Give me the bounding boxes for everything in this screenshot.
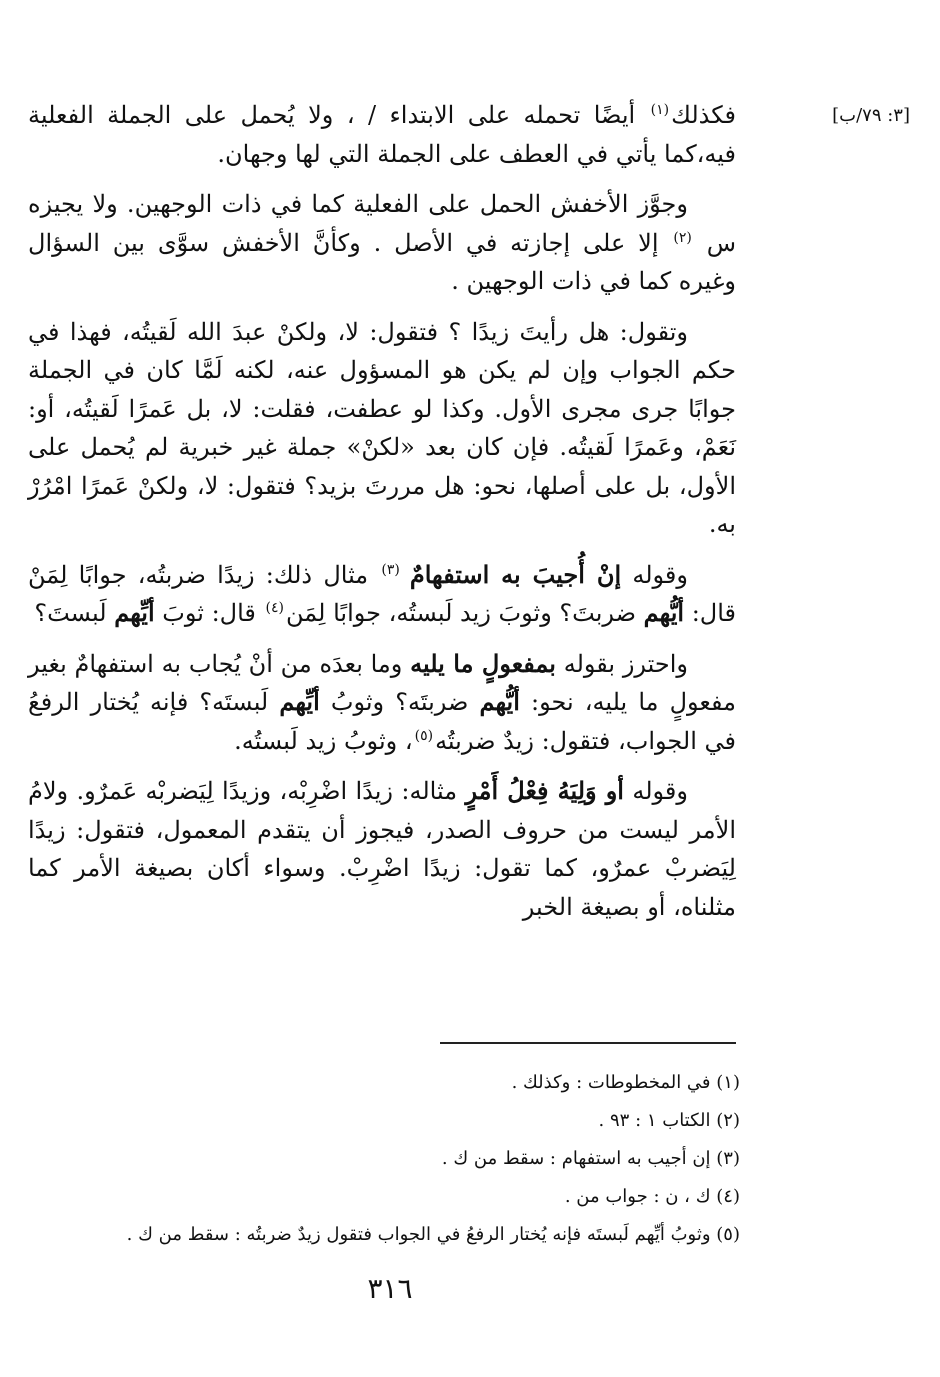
body-paragraph — [28, 185, 736, 301]
text-run: وجوَّز الأخفش الحمل على الفعلية كما في ذات الوجهين. ولا يجيزه س — [28, 190, 736, 257]
footnote-line: (٣) إن أجيب به استفهام : سقط من ك . — [441, 1148, 740, 1169]
footnote-divider — [440, 1042, 736, 1044]
footnote-marker: (٣) — [381, 561, 408, 578]
body-paragraph — [28, 772, 736, 926]
page-number: ٣١٦ — [367, 1272, 413, 1305]
text-run: إلا على إجازته في الأصل . وكأنَّ الأخفش سوَّى بين السؤال وغيره كما في ذات الوجهين . — [28, 228, 736, 295]
footnote-marker: (١) — [650, 102, 670, 118]
text-run: ، وثوبُ زيد لَبستُه. — [234, 726, 413, 755]
body-paragraph — [28, 556, 736, 633]
text-run: وقوله — [621, 560, 688, 589]
body-paragraph — [28, 313, 736, 544]
emphasized-phrase: أيُّهم — [643, 598, 685, 627]
footnote-line: (١) في المخطوطات : وكذلك . — [511, 1072, 740, 1093]
body-paragraph — [28, 645, 736, 761]
text-run: لَبستَ؟ — [34, 599, 115, 627]
emphasized-phrase: بمفعولٍ ما يليه — [410, 648, 556, 678]
text-run: مثاله: زيدًا اضْرِبْه، وزيدًا لِيَضربْه عَمرٌو. ولامُ الأمر ليست من حروف الصدر، فيجوز أن يتقدم المعمول، فتقول: زيدًا لِيَضربْ عمرٌو، كما تقول: زيدًا اضْرِبْ. وسواء أكان بصيغة الأمر كما مثلناه، أو بصيغة الخبر — [28, 777, 736, 921]
text-run: وما بعدَه من أنْ يُجاب به استفهامٌ بغير مفعولٍ ما يليه، نحو: — [28, 649, 737, 716]
main-text-column — [28, 96, 736, 938]
emphasized-phrase: أو وَلِيَهُ فِعْلُ أَمْرٍ — [465, 776, 624, 805]
footnote-marker: (٤) — [265, 600, 284, 616]
text-run: وقوله — [623, 777, 688, 805]
folio-marginal-reference: [٣: ٧٩/ب] — [832, 105, 910, 126]
text-run: وتقول: هل رأيتَ زيدًا ؟ فتقول: لا، ولكنْ عبدَ الله لَقيتُه، فهذا في حكم الجواب وإن لم يكن هو المسؤول عنه، لكنه لَمَّا كان في الجملة جوابًا جرى مجرى الأول. وكذا لو عطفت، فقلت: لا، بل عَمرًا لَقيتُه، أو: نَعَمْ، وعَمرًا لَقيتُه. فإن كان بعد «لكنْ» جملة غير خبرية لم يُحمل على الأول، بل على أصلها، نحو: هل مررتَ بزيد؟ فتقول: لا، ولكنْ عَمرًا امْرُرْ به. — [28, 317, 736, 538]
text-run: لَبستَه؟ فإنه يُختار الرفعُ في الجواب، فتقول: زيدٌ ضربتُه — [28, 688, 736, 755]
emphasized-phrase: أيِّهم — [114, 598, 155, 627]
emphasized-phrase: أيِّهم — [279, 687, 320, 716]
footnote-line: (٢) الكتاب ١ : ٩٣ . — [598, 1110, 740, 1131]
text-run: ضربتَ؟ وثوبَ زيد لَبستُه، جوابًا لِمَن — [285, 599, 644, 627]
text-run: أيضًا تحمله على الابتداء / ، ولا يُحمل على الجملة الفعلية فيه،كما يأتي في العطف على الجملة التي لها وجهان. — [28, 101, 736, 168]
footnote-marker: (٢) — [673, 229, 692, 246]
text-run: فكذلك — [671, 101, 736, 129]
text-run: مثال ذلك: زيدًا ضربتُه، جوابًا لِمَنْ قال: — [28, 560, 736, 627]
footnote-line: (٥) وثوبُ أيِّهم لَبستَه فإنه يُختار الرفعُ في الجواب فتقول زيدٌ ضربتُه : سقط من ك . — [126, 1224, 740, 1245]
text-run: قال: ثوبَ — [154, 599, 264, 627]
footnote-marker: (٥) — [414, 727, 434, 744]
text-run: ضربتَه؟ وثوبُ — [319, 688, 480, 716]
text-run: واحترز بقوله — [556, 649, 688, 678]
body-paragraph — [28, 96, 736, 173]
footnote-line: (٤) ك ، ن : جواب من . — [564, 1186, 740, 1207]
emphasized-phrase: أيُّهم — [479, 687, 520, 716]
footnotes-block — [40, 1064, 740, 1254]
emphasized-phrase: إنْ أُجيبَ به استفهامٌ — [409, 559, 622, 589]
